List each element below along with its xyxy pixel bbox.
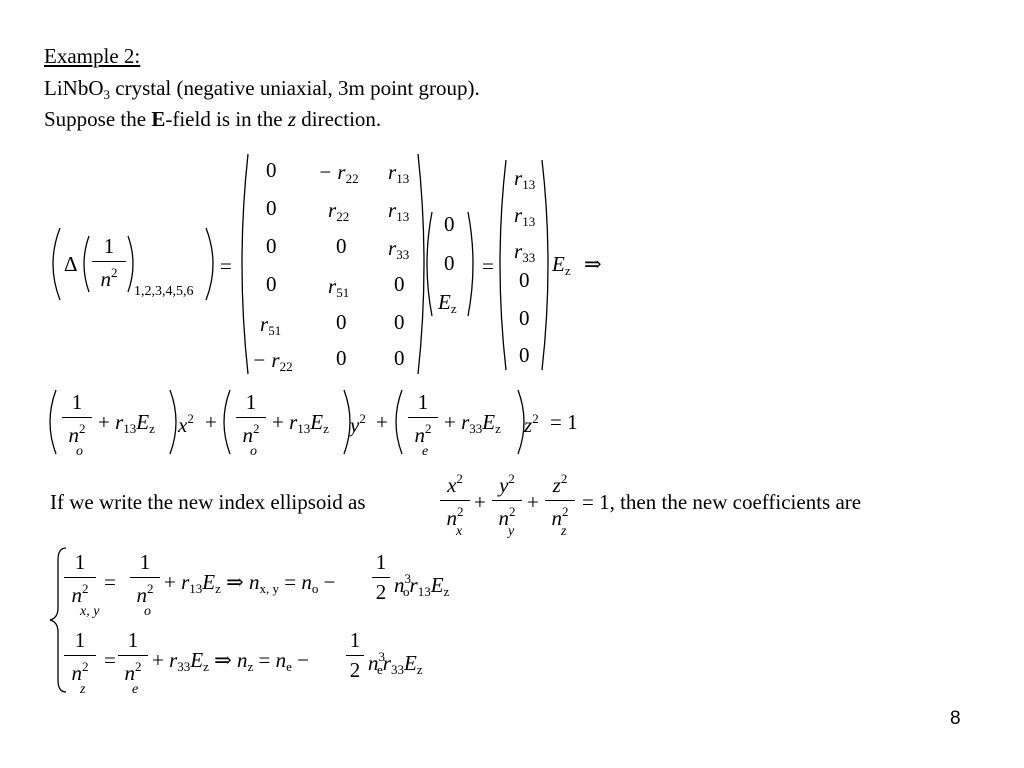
crystal-rest: crystal (negative uniaxial, 3m point group).: [110, 76, 480, 100]
field-vector-0b: 0: [444, 251, 455, 275]
sys1-half: $\frac{1}{2}$: [372, 552, 390, 603]
field-prefix: Suppose the: [44, 107, 152, 131]
sys1-r13-term: + $r_{13}E_z$ ⇒ $n_{x, y} = n_o$ −: [164, 570, 336, 596]
sys1-lhs-frac: $\frac{1}{n^2}$: [64, 552, 96, 606]
m-r4c3: 0: [394, 272, 405, 296]
eq2-x-var: $x^2$: [178, 411, 194, 437]
sys2-tail: $n^3_er_{33}E_z$: [368, 649, 423, 677]
ellipsoid-sentence-tail: = 1, then the new coefficients are: [582, 490, 862, 514]
result-zero-a: 0: [519, 268, 530, 292]
m-r4c1: 0: [266, 272, 277, 296]
ellipsoid-sentence-lead: If we write the new index ellipsoid as: [50, 490, 366, 514]
m-r1c3: $r_{13}$: [388, 160, 410, 186]
frac-power: 2: [111, 265, 118, 280]
eq2-frac-x: $\frac{1}{n^2}$: [62, 392, 92, 446]
m-r3c3: $r_{33}$: [388, 236, 410, 262]
eq2-z-var: $z^2$: [524, 411, 539, 437]
m-r1c2: − $r_{22}$: [318, 160, 359, 186]
crystal-name: LiNbO: [44, 76, 104, 100]
field-bold-e: E: [151, 107, 166, 131]
eq2-y-var: $y^2$: [350, 411, 366, 437]
m-r4c2: $r_{51}$: [328, 274, 350, 300]
eq2-frac-z: $\frac{1}{n^2}$: [408, 392, 438, 446]
sys2-r33-term: + $r_{33}E_z$ ⇒ $n_z = n_e$ −: [152, 648, 309, 674]
eq2-no-sub-y: o: [250, 444, 257, 459]
ez-letter: E: [552, 252, 565, 276]
sys2-equals: =: [104, 648, 116, 672]
m-r6c2: 0: [336, 346, 347, 370]
index-subscript: 1,2,3,4,5,6: [134, 284, 194, 299]
ez-subscript: z: [564, 263, 571, 278]
ellipsoid-sub-x: x: [456, 524, 463, 539]
result-r13-a: $r_{13}$: [514, 166, 536, 192]
sys2-ne-sub: e: [132, 682, 139, 697]
eq2-ne-sub: e: [422, 444, 429, 459]
equals-sign-2: =: [482, 254, 494, 278]
sys1-tail: $n^3_or_{13}E_z$: [394, 571, 450, 599]
sys2-ne-frac: $\frac{1}{n^2}$: [118, 630, 148, 684]
implies-arrow-1: ⇒: [584, 252, 602, 276]
m-r3c2: 0: [336, 234, 347, 258]
sys2-lhs-sub: z: [80, 682, 86, 697]
sys2-half: $\frac{1}{2}$: [346, 630, 364, 681]
ellipsoid-frac-y: $\frac{y^2}{n^2}$: [492, 472, 522, 529]
m-r2c3: $r_{13}$: [388, 198, 410, 224]
fraction-one-over-n2: [92, 236, 126, 290]
m-r3c1: 0: [266, 234, 277, 258]
m-r2c1: 0: [266, 196, 277, 220]
result-zero-c: 0: [519, 343, 530, 367]
electro-optic-matrix: [252, 158, 418, 374]
page-number: 8: [950, 708, 961, 729]
eq2-plus-2: +: [376, 410, 388, 434]
crystal-subscript: 3: [103, 87, 110, 102]
m-r5c3: 0: [394, 310, 405, 334]
ellipsoid-sub-y: y: [508, 524, 515, 539]
sys1-no-frac: $\frac{1}{n^2}$: [130, 552, 160, 606]
ellipsoid-sub-z: z: [561, 524, 567, 539]
sys2-lhs-frac: $\frac{1}{n^2}$: [64, 630, 96, 684]
ellipsoid-frac-z: $\frac{z^2}{n^2}$: [545, 472, 575, 529]
m-r5c1: $r_{51}$: [260, 312, 282, 338]
delta-symbol: Δ: [64, 252, 78, 276]
ez-factor: [552, 254, 571, 277]
ellipsoid-frac-x: $\frac{x^2}{n^2}$: [440, 472, 470, 529]
eq2-r13-term-y: + $r_{13}E_z$: [272, 410, 329, 436]
sys1-equals: =: [104, 570, 116, 594]
field-mid: -field is in the: [165, 107, 288, 131]
eq2-r13-term-x: + $r_{13}E_z$: [98, 410, 155, 436]
eq2-no-sub-x: o: [76, 444, 83, 459]
field-rest: direction.: [296, 107, 382, 131]
field-vector-0a: 0: [444, 212, 455, 236]
m-r6c3: 0: [394, 346, 405, 370]
frac-n: n: [100, 267, 111, 291]
result-zero-b: 0: [519, 306, 530, 330]
eq2-r33-term: + $r_{33}E_z$: [444, 410, 501, 436]
field-vector-ez: $E_z$: [438, 290, 457, 316]
equals-sign-1: =: [220, 254, 232, 278]
m-r1c1: 0: [266, 158, 277, 182]
sys1-lhs-sub: x, y: [80, 604, 100, 619]
eq2-frac-y: $\frac{1}{n^2}$: [236, 392, 266, 446]
eq2-plus-1: +: [205, 410, 217, 434]
result-r13-b: $r_{13}$: [514, 203, 536, 229]
sys1-no-sub: o: [144, 604, 151, 619]
m-r6c1: − $r_{22}$: [252, 348, 293, 374]
m-r2c2: $r_{22}$: [328, 198, 350, 224]
result-r33: $r_{33}$: [514, 239, 536, 265]
ellipsoid-plus-1: +: [474, 490, 486, 514]
ellipsoid-plus-2: +: [527, 490, 539, 514]
eq2-rhs: = 1: [550, 410, 578, 434]
m-r5c2: 0: [336, 310, 347, 334]
field-z: z: [287, 107, 297, 131]
frac-numerator: 1: [103, 234, 115, 258]
example-heading: Example 2:: [44, 44, 141, 68]
